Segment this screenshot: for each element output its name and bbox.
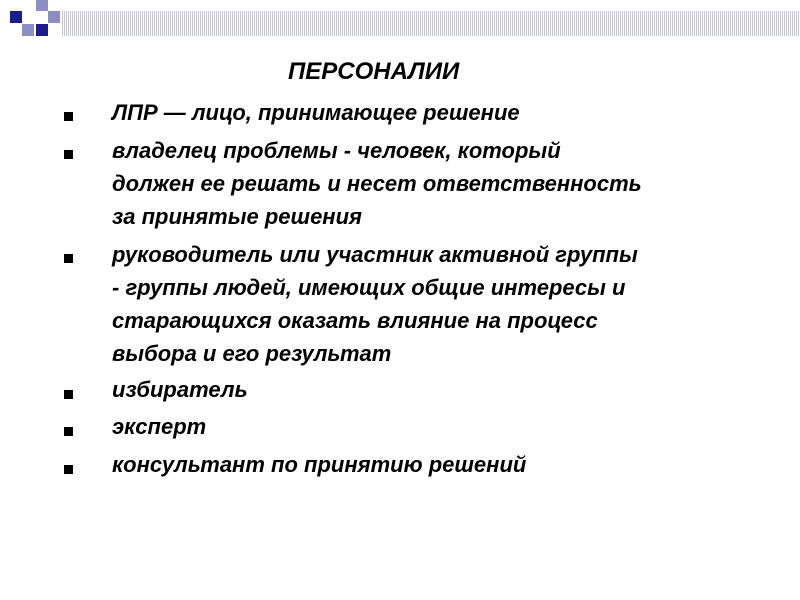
square-bullet-icon — [64, 150, 73, 159]
square-bullet-icon — [64, 427, 73, 436]
list-item — [112, 96, 772, 129]
list-item-text: эксперт — [112, 414, 207, 439]
list-item-text: консультант по принятию решений — [112, 452, 527, 477]
list-item — [112, 238, 772, 370]
list-item — [112, 410, 772, 443]
list-item-text: владелец проблемы - человек, который должен ее решать и несет ответственность за принятые решения — [112, 138, 642, 229]
list-item — [112, 448, 772, 481]
list-item-text: руководитель или участник активной группы - группы людей, имеющих общие интересы и старающихся оказать влияние на процесс выбора и его результат — [112, 242, 638, 366]
list-item-text: ЛПР — лицо, принимающее решение — [112, 100, 520, 125]
square-bullet-icon — [64, 390, 73, 399]
list-item — [112, 373, 772, 406]
slide-title: ПЕРСОНАЛИИ — [288, 58, 460, 85]
square-bullet-icon — [64, 112, 73, 121]
square-bullet-icon — [64, 465, 73, 474]
list-item — [112, 134, 772, 233]
square-bullet-icon — [64, 254, 73, 263]
list-item-text: избиратель — [112, 377, 248, 402]
